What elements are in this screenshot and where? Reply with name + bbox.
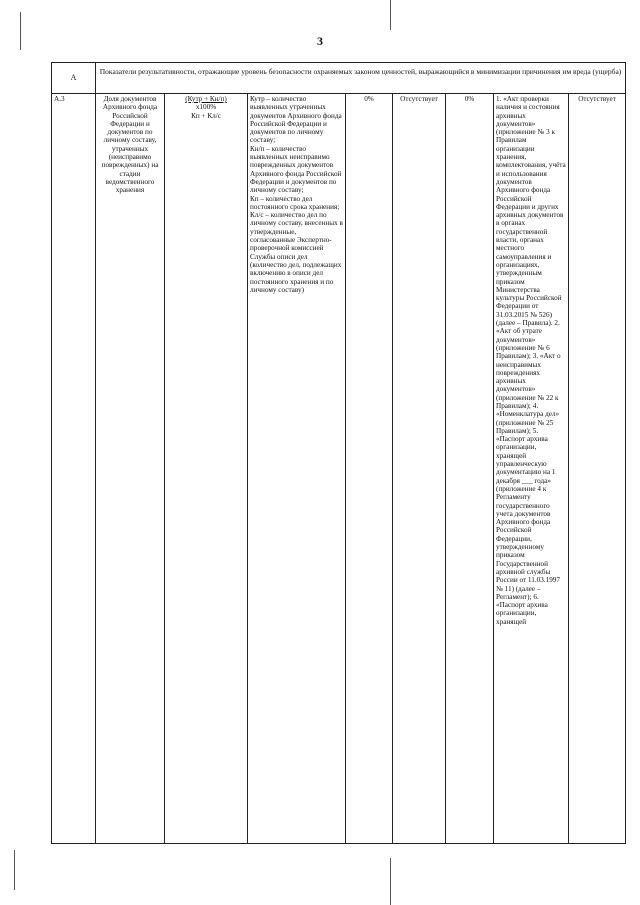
page-number: 3 [317,34,323,48]
formula-cell [165,94,248,844]
scan-mark-left [20,12,21,50]
formula-numerator: (Кутр + Кн/п) [185,95,227,103]
formula-factor: х100% [195,103,217,112]
indicator-table [51,62,626,844]
target-value: 0% [346,94,393,844]
sources-cell: 1. «Акт проверки наличия и состояния архивных документов» (приложение № 3 к Правилам организации хранения, комплектования, учёта и использования документов Архивного фонда Российской Федерации и других архивных документов в органах государственной власти, органах местного самоуправления и организациях, утвержденным приказом Министерства культуры Российской Федерации от 31.03.2015 № 526) (далее – Правила). 2. «Акт об утрате документов» (приложение № 6 Правилам); 3. «Акт о неисправимых повреждениях архивных документов» (приложение № 22 к Правилам); 4. «Номенклатура дел» (приложение № 25 Правилам); 5. «Паспорт архива организации, хранящей управленческую документацию на 1 декабря ___ года» (приложение 4 к Регламенту государственного учета документов Архивного фонда Российской Федерации, утвержденному приказом Государственной архивной службы России от 11.03.1997 № 11) (далее – Регламент); 6. «Паспорт архива организации, хранящей [494,94,569,844]
scan-mark-left-bottom [14,850,15,890]
row-code: А.3 [52,94,96,844]
threshold-value: 0% [446,94,494,844]
section-title: Показатели результативности, отражающие уровень безопасности охраняемых законом ценностей, выражающийся в минимизации причинения им вреда (ущерба) [96,63,626,94]
last-column-value: Отсутствует [569,94,626,844]
definition-kls: Кл/с – количество дел по личному составу, внесенных в утвержденные, согласованные Экспертно-проверочной комиссией Службы описи дел (количество дел, подлежащих включению в описи дел постоянного хранения и по личному составу) [250,211,343,294]
definition-knp: Кн/п – количество выявленных неисправимо поврежденных документов Архивного фонда Российской Федерации и документов по личному составу; [250,144,342,195]
scan-mark-center-bottom [390,858,391,905]
definition-kp: Кп – количество дел постоянного срока хранения; [250,194,340,211]
formula-denominator: Кп + Кл/с [191,111,221,120]
definition-kutr: Кутр – количество выявленных утраченных документов Архивного фонда Российской Федерации и документов по личному составу; [250,95,342,145]
definitions-cell [248,94,346,844]
indicator-name: Доля документов Архивного фонда Российской Федерации и документов по личному составу, утраченных (неисправимо поврежденных) на стадии ведомственного хранения [96,94,165,844]
table-row [52,94,626,844]
valid-deviation: Отсутствует [393,94,446,844]
section-header-row [52,63,626,94]
section-code: А [52,63,96,94]
scan-mark-center-top [390,0,391,30]
